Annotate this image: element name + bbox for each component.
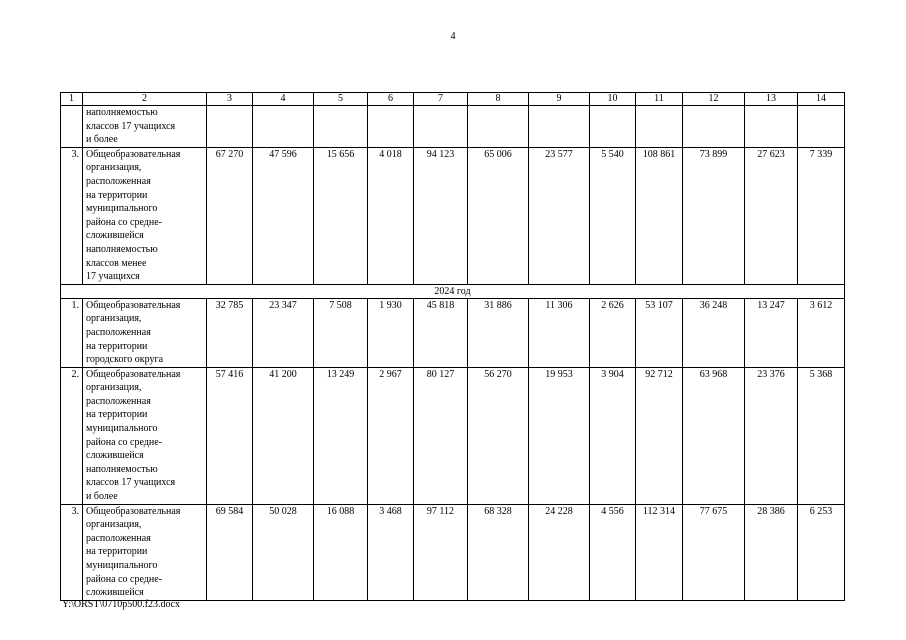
column-number-header-row bbox=[61, 93, 845, 106]
description-line: сложившейся bbox=[86, 230, 144, 242]
description-line: расположенная bbox=[86, 395, 151, 407]
row-description-cell bbox=[83, 504, 207, 600]
description-line: расположенная bbox=[86, 532, 151, 544]
value-cell: 23 577 bbox=[529, 147, 590, 284]
value-cell bbox=[314, 106, 368, 148]
value-cell: 32 785 bbox=[207, 298, 253, 367]
description-line: сложившейся bbox=[86, 587, 144, 599]
column-header-cell: 6 bbox=[368, 93, 414, 106]
row-description-cell bbox=[83, 298, 207, 367]
value-cell: 3 612 bbox=[798, 298, 845, 367]
value-cell: 7 339 bbox=[798, 147, 845, 284]
value-cell: 2 967 bbox=[368, 367, 414, 504]
description-line: расположенная bbox=[86, 326, 151, 338]
value-cell: 3 468 bbox=[368, 504, 414, 600]
value-cell: 6 253 bbox=[798, 504, 845, 600]
column-header-cell: 3 bbox=[207, 93, 253, 106]
description-line: на территории bbox=[86, 189, 148, 201]
value-cell bbox=[468, 106, 529, 148]
row-number-cell: 3. bbox=[61, 147, 83, 284]
value-cell: 56 270 bbox=[468, 367, 529, 504]
column-header-cell: 13 bbox=[745, 93, 798, 106]
page-number: 4 bbox=[450, 31, 456, 42]
year-label: 2024 год bbox=[61, 284, 845, 298]
description-line: городского округа bbox=[86, 354, 164, 366]
value-cell: 68 328 bbox=[468, 504, 529, 600]
value-cell: 45 818 bbox=[414, 298, 468, 367]
value-cell: 11 306 bbox=[529, 298, 590, 367]
description-line: наполняемостью bbox=[86, 243, 158, 255]
description-line: расположенная bbox=[86, 175, 151, 187]
description-line: района со средне- bbox=[86, 216, 162, 228]
column-header-cell: 2 bbox=[83, 93, 207, 106]
value-cell bbox=[414, 106, 468, 148]
column-header-cell: 9 bbox=[529, 93, 590, 106]
value-cell bbox=[253, 106, 314, 148]
value-cell: 1 930 bbox=[368, 298, 414, 367]
value-cell: 65 006 bbox=[468, 147, 529, 284]
value-cell: 4 556 bbox=[590, 504, 636, 600]
value-cell: 24 228 bbox=[529, 504, 590, 600]
description-line: наполняемостью bbox=[86, 463, 158, 475]
row-description-cell bbox=[83, 106, 207, 148]
column-header-cell: 4 bbox=[253, 93, 314, 106]
description-line: на территории bbox=[86, 409, 148, 421]
value-cell: 92 712 bbox=[636, 367, 683, 504]
row-number-cell: 1. bbox=[61, 298, 83, 367]
value-cell: 73 899 bbox=[683, 147, 745, 284]
description-line: Общеобразовательная bbox=[86, 368, 181, 380]
value-cell: 50 028 bbox=[253, 504, 314, 600]
value-cell bbox=[798, 106, 845, 148]
value-cell: 41 200 bbox=[253, 367, 314, 504]
value-cell bbox=[683, 106, 745, 148]
column-header-cell: 1 bbox=[61, 93, 83, 106]
value-cell: 57 416 bbox=[207, 367, 253, 504]
column-header-cell: 8 bbox=[468, 93, 529, 106]
value-cell: 13 249 bbox=[314, 367, 368, 504]
description-line: наполняемостью bbox=[86, 107, 158, 118]
value-cell: 69 584 bbox=[207, 504, 253, 600]
value-cell bbox=[368, 106, 414, 148]
description-line: классов менее bbox=[86, 257, 147, 269]
column-header-cell: 14 bbox=[798, 93, 845, 106]
value-cell: 31 886 bbox=[468, 298, 529, 367]
value-cell: 5 540 bbox=[590, 147, 636, 284]
description-line: организация, bbox=[86, 382, 142, 394]
description-line: района со средне- bbox=[86, 436, 162, 448]
table-row bbox=[61, 504, 845, 600]
column-header-cell: 7 bbox=[414, 93, 468, 106]
description-line: муниципального bbox=[86, 203, 158, 215]
column-header-cell: 10 bbox=[590, 93, 636, 106]
description-line: на территории bbox=[86, 340, 148, 352]
value-cell: 23 376 bbox=[745, 367, 798, 504]
value-cell: 94 123 bbox=[414, 147, 468, 284]
value-cell: 63 968 bbox=[683, 367, 745, 504]
value-cell bbox=[529, 106, 590, 148]
description-line: на территории bbox=[86, 546, 148, 558]
value-cell: 108 861 bbox=[636, 147, 683, 284]
description-line: Общеобразовательная bbox=[86, 148, 181, 160]
value-cell: 5 368 bbox=[798, 367, 845, 504]
description-line: муниципального bbox=[86, 560, 158, 571]
value-cell: 13 247 bbox=[745, 298, 798, 367]
row-number-cell bbox=[61, 106, 83, 148]
table-row bbox=[61, 147, 845, 284]
row-description-cell bbox=[83, 147, 207, 284]
row-number-cell: 2. bbox=[61, 367, 83, 504]
row-number-cell: 3. bbox=[61, 504, 83, 600]
value-cell bbox=[745, 106, 798, 148]
table-row bbox=[61, 106, 845, 148]
value-cell bbox=[590, 106, 636, 148]
description-line: и более bbox=[86, 134, 118, 146]
column-header-cell: 12 bbox=[683, 93, 745, 106]
value-cell: 36 248 bbox=[683, 298, 745, 367]
value-cell: 80 127 bbox=[414, 367, 468, 504]
table-row bbox=[61, 367, 845, 504]
value-cell: 2 626 bbox=[590, 298, 636, 367]
description-line: муниципального bbox=[86, 423, 158, 435]
row-description-cell bbox=[83, 367, 207, 504]
value-cell: 47 596 bbox=[253, 147, 314, 284]
description-line: классов 17 учащихся bbox=[86, 477, 176, 489]
value-cell bbox=[207, 106, 253, 148]
value-cell: 16 088 bbox=[314, 504, 368, 600]
description-line: и более bbox=[86, 491, 118, 503]
value-cell: 7 508 bbox=[314, 298, 368, 367]
description-line: сложившейся bbox=[86, 450, 144, 462]
value-cell: 15 656 bbox=[314, 147, 368, 284]
value-cell: 19 953 bbox=[529, 367, 590, 504]
value-cell: 53 107 bbox=[636, 298, 683, 367]
data-table bbox=[60, 92, 845, 601]
value-cell: 77 675 bbox=[683, 504, 745, 600]
column-header-cell: 5 bbox=[314, 93, 368, 106]
description-line: Общеобразовательная bbox=[86, 299, 181, 311]
value-cell: 67 270 bbox=[207, 147, 253, 284]
table-row bbox=[61, 298, 845, 367]
value-cell: 3 904 bbox=[590, 367, 636, 504]
value-cell: 27 623 bbox=[745, 147, 798, 284]
description-line: организация, bbox=[86, 162, 142, 174]
file-path: Y:\ORST\0710p500.f23.docx bbox=[62, 599, 180, 610]
value-cell: 4 018 bbox=[368, 147, 414, 284]
column-header-cell: 11 bbox=[636, 93, 683, 106]
description-line: организация, bbox=[86, 519, 142, 531]
value-cell: 23 347 bbox=[253, 298, 314, 367]
description-line: района со средне- bbox=[86, 573, 162, 585]
value-cell: 112 314 bbox=[636, 504, 683, 600]
description-line: 17 учащихся bbox=[86, 271, 140, 283]
description-line: Общеобразовательная bbox=[86, 505, 181, 517]
value-cell bbox=[636, 106, 683, 148]
year-section-row bbox=[61, 284, 845, 298]
description-line: организация, bbox=[86, 313, 142, 325]
value-cell: 97 112 bbox=[414, 504, 468, 600]
description-line: классов 17 учащихся bbox=[86, 120, 176, 132]
value-cell: 28 386 bbox=[745, 504, 798, 600]
